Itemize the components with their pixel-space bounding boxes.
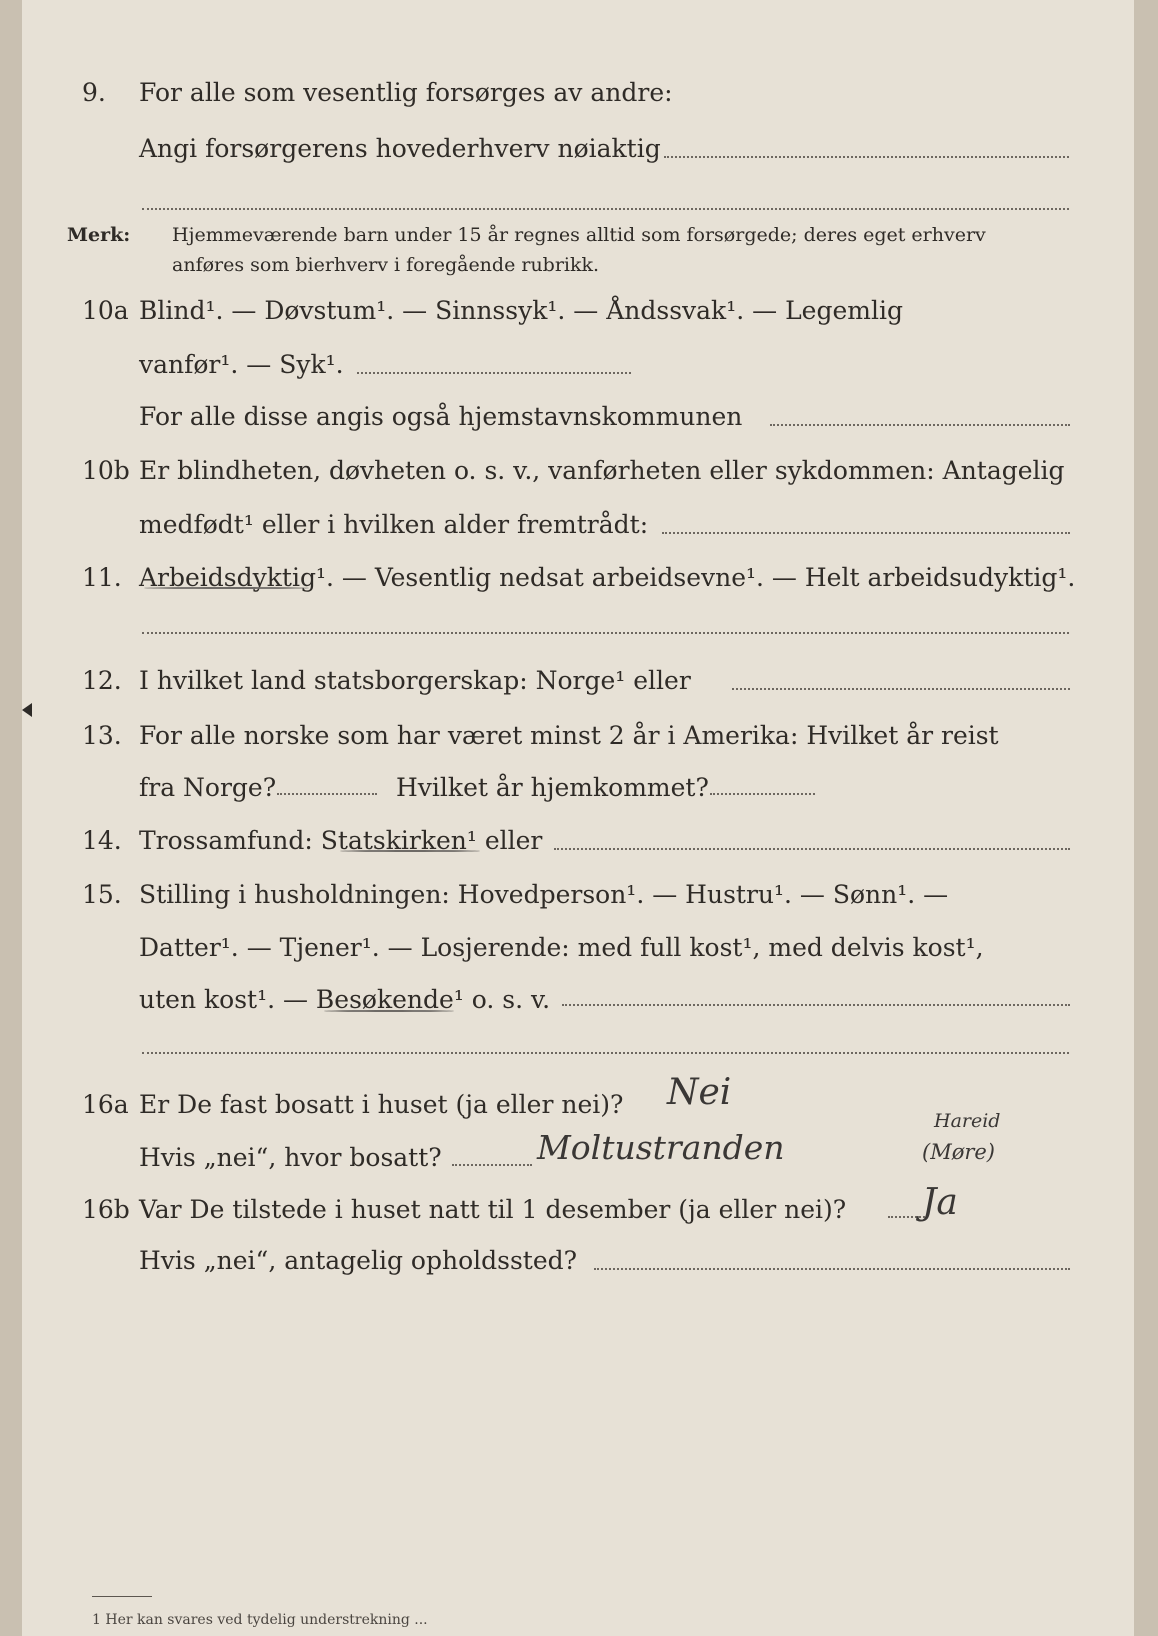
question-12-answer-line[interactable] bbox=[732, 688, 1070, 690]
margin-tick-icon bbox=[22, 703, 32, 717]
question-10a-line2: vanfør¹. — Syk¹. bbox=[139, 350, 344, 379]
question-10b-number: 10b bbox=[82, 456, 130, 485]
note-label: Merk: bbox=[67, 224, 131, 246]
question-15-rule bbox=[142, 1052, 1069, 1054]
question-15-handwritten-underline bbox=[324, 1010, 454, 1012]
form-page bbox=[22, 0, 1134, 1636]
question-9-number: 9. bbox=[82, 78, 106, 107]
question-10a-answer-line[interactable] bbox=[357, 372, 631, 374]
question-16b-handwritten-answer: Ja bbox=[922, 1182, 958, 1223]
footnote-text: 1 Her kan svares ved tydelig understrekning ... bbox=[92, 1612, 428, 1628]
question-9-rule bbox=[142, 208, 1069, 210]
question-13-number: 13. bbox=[82, 721, 122, 750]
question-10a-home-line[interactable] bbox=[770, 424, 1070, 426]
note-line2: anføres som bierhverv i foregående rubrikk. bbox=[172, 254, 600, 276]
question-10a-number: 10a bbox=[82, 296, 129, 325]
question-12-number: 12. bbox=[82, 666, 122, 695]
question-16b-location-line[interactable] bbox=[594, 1268, 1070, 1270]
question-16a-handwritten-residence: Moltustranden bbox=[537, 1128, 785, 1167]
question-13-year-left-line[interactable] bbox=[277, 793, 377, 795]
question-16a-line2: Hvis „nei“, hvor bosatt? bbox=[139, 1143, 442, 1172]
question-10b-line1: Er blindheten, døvheten o. s. v., vanførheten eller sykdommen: Antagelig bbox=[139, 456, 1065, 485]
footnote-rule bbox=[92, 1596, 152, 1597]
question-15-answer-line[interactable] bbox=[562, 1004, 1070, 1006]
question-9-answer-line[interactable] bbox=[664, 156, 1069, 158]
question-13-year-returned-line[interactable] bbox=[710, 793, 815, 795]
question-11-handwritten-underline bbox=[144, 587, 309, 589]
question-14-line1: Trossamfund: Statskirken¹ eller bbox=[139, 826, 543, 855]
question-13-line2b: Hvilket år hjemkommet? bbox=[396, 773, 709, 802]
question-15-number: 15. bbox=[82, 880, 122, 909]
question-16a-line1: Er De fast bosatt i huset (ja eller nei)? bbox=[139, 1090, 624, 1119]
question-16b-number: 16b bbox=[82, 1195, 130, 1224]
question-13-line2a: fra Norge? bbox=[139, 773, 277, 802]
question-14-answer-line[interactable] bbox=[554, 848, 1070, 850]
question-16a-handwritten-county: (Møre) bbox=[922, 1140, 995, 1164]
question-16a-handwritten-answer: Nei bbox=[667, 1072, 732, 1113]
question-15-line1: Stilling i husholdningen: Hovedperson¹. — Hustru¹. — Sønn¹. — bbox=[139, 880, 949, 909]
question-10b-answer-line[interactable] bbox=[662, 532, 1070, 534]
question-16b-line1: Var De tilstede i huset natt til 1 desember (ja eller nei)? bbox=[139, 1195, 847, 1224]
question-13-line1: For alle norske som har været minst 2 år i Amerika: Hvilket år reist bbox=[139, 721, 999, 750]
question-16a-handwritten-municipality: Hareid bbox=[934, 1110, 1001, 1132]
question-12-line1: I hvilket land statsborgerskap: Norge¹ eller bbox=[139, 666, 691, 695]
question-15-line2: Datter¹. — Tjener¹. — Losjerende: med full kost¹, med delvis kost¹, bbox=[139, 933, 984, 962]
note-line1: Hjemmeværende barn under 15 år regnes alltid som forsørgede; deres eget erhverv bbox=[172, 224, 986, 246]
question-16b-line2: Hvis „nei“, antagelig opholdssted? bbox=[139, 1246, 578, 1275]
question-9-line1: For alle som vesentlig forsørges av andre: bbox=[139, 78, 673, 107]
question-11-line1: Arbeidsdyktig¹. — Vesentlig nedsat arbeidsevne¹. — Helt arbeidsudyktig¹. bbox=[139, 563, 1076, 592]
question-14-handwritten-underline bbox=[340, 850, 480, 852]
question-16a-number: 16a bbox=[82, 1090, 129, 1119]
question-10a-line3: For alle disse angis også hjemstavnskommunen bbox=[139, 402, 743, 431]
question-10b-line2: medfødt¹ eller i hvilken alder fremtrådt: bbox=[139, 510, 649, 539]
question-11-rule bbox=[142, 632, 1069, 634]
question-15-line3: uten kost¹. — Besøkende¹ o. s. v. bbox=[139, 985, 551, 1014]
question-9-line2: Angi forsørgerens hovederhverv nøiaktig bbox=[139, 134, 661, 163]
question-10a-line1: Blind¹. — Døvstum¹. — Sinnssyk¹. — Åndssvak¹. — Legemlig bbox=[139, 296, 903, 325]
question-14-number: 14. bbox=[82, 826, 122, 855]
question-16a-residence-line[interactable] bbox=[452, 1164, 532, 1166]
question-11-number: 11. bbox=[82, 563, 122, 592]
